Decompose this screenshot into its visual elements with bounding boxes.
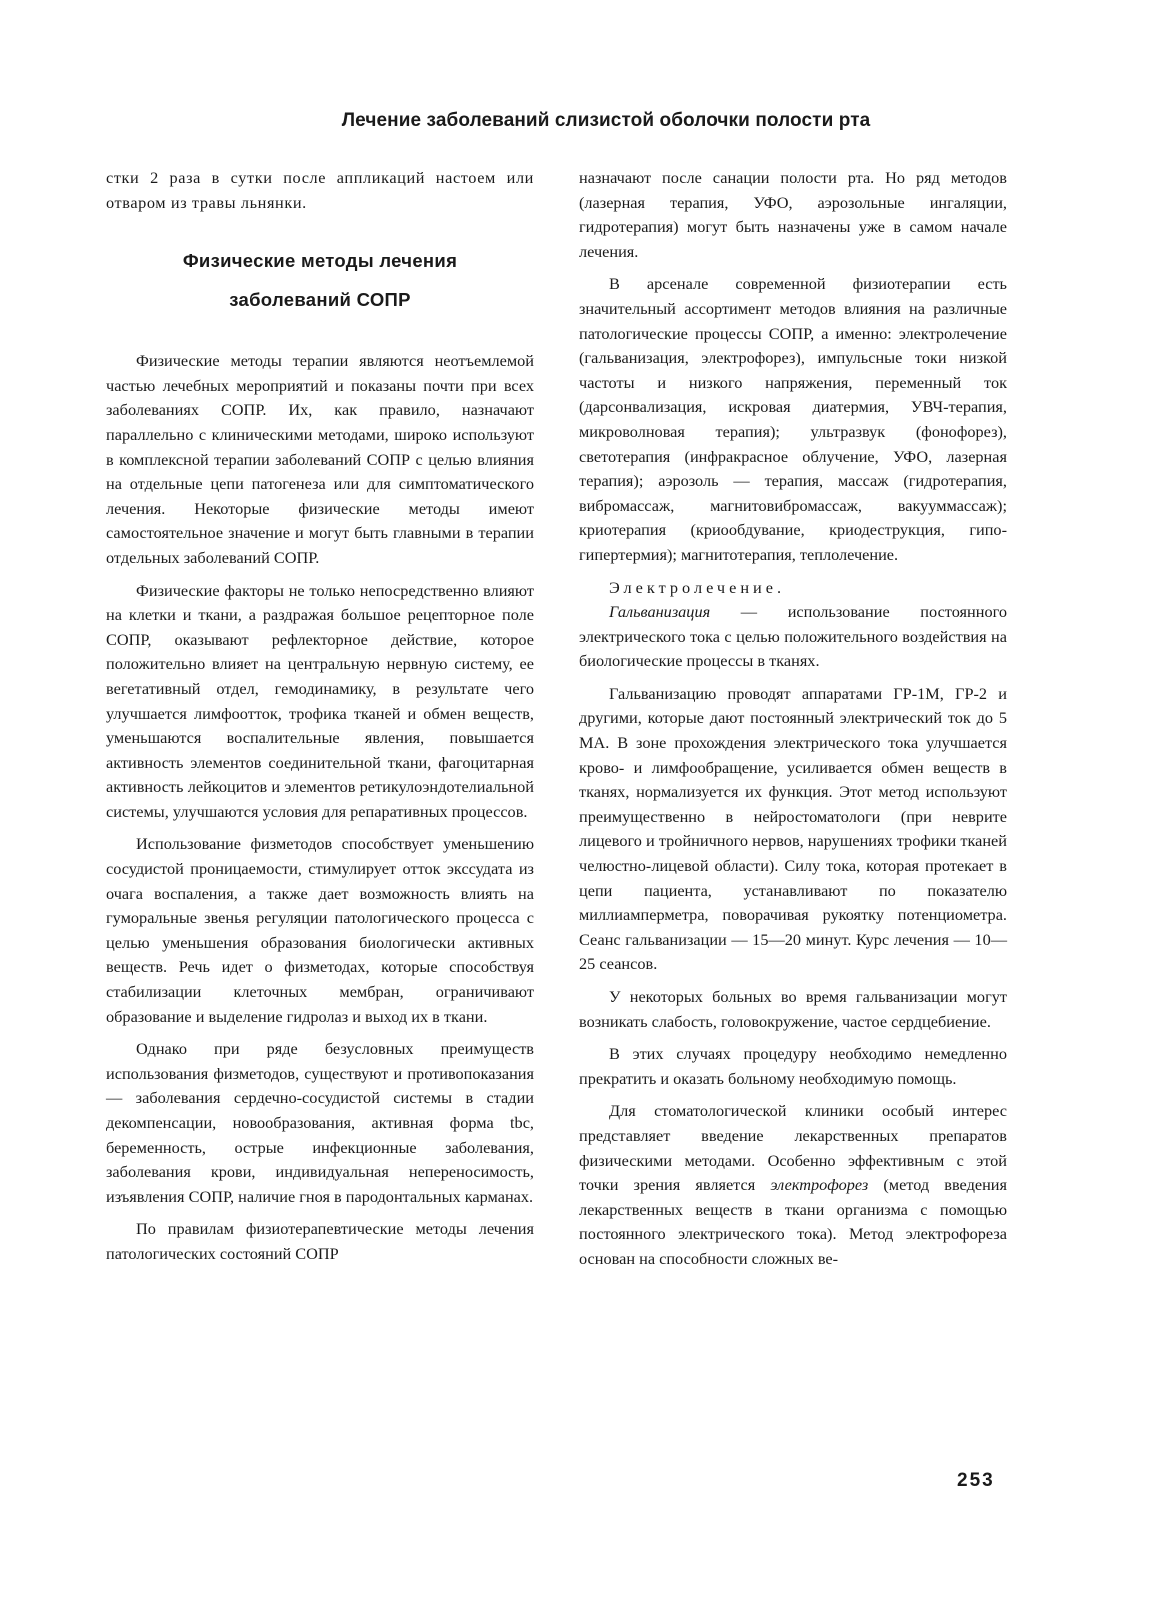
galvanization-definition: — использование постоянного электрического тока с целью положительного воздействия на биологические процессы в тканях.: [579, 602, 1007, 671]
left-paragraph-2: Физические факторы не только непосредственно влияют на клетки и ткани, а раздражая большое рецепторное поле СОПР, оказывают рефлекторное действие, которое положительно влияет на центральную нервную систему, ее вегетативный отдел, гемодинамику, в результате чего улучшается лимфоотток, трофика тканей и обмен веществ, уменьшаются воспалительные явления, повышается активность элементов соединительной ткани, фагоцитарная активность лейкоцитов и элементов ретикулоэндотелиальной системы, улучшаются условия для репаративных процессов.: [106, 580, 534, 821]
left-paragraph-4: Однако при ряде безусловных преимуществ использования физметодов, существуют и противопоказания — заболевания сердечно-сосудистой системы в стадии декомпенсации, новообразования, активная форма tbc, беременность, острые инфекционные заболевания, заболевания крови, индивидуальная непереносимость, изъявления СОПР, наличие гноя в пародонтальных карманах.: [106, 1039, 534, 1206]
left-paragraph-1: Физические методы терапии являются неотъемлемой частью лечебных мероприятий и показаны почти при всех заболеваниях СОПР. Их, как правило, назначают параллельно с клиническими методами, широко используют в комплексной терапии заболеваний СОПР с целью влияния на отдельные цепи патогенеза или для симптоматического лечения. Некоторые физические методы имеют самостоятельное значение и могут быть главными в терапии отдельных заболеваний СОПР.: [106, 351, 534, 567]
galvanization-paragraph: [579, 600, 1007, 674]
galvanization-term: Гальванизация: [609, 602, 711, 622]
section-title: [106, 241, 534, 319]
right-continued-paragraph: назначают после санации полости рта. Но ряд методов (лазерная терапия, УФО, аэрозольные ингаляции, гидротерапия) могут быть назначены уже в самом начале лечения.: [579, 168, 1007, 261]
right-paragraph-3: У некоторых больных во время гальванизации могут возникать слабость, головокружение, частое сердцебиение.: [579, 987, 1007, 1031]
electrophoresis-term: электрофорез: [770, 1175, 869, 1195]
left-paragraph-3: Использование физметодов способствует уменьшению сосудистой проницаемости, стимулирует отток экссудата из очага воспаления, а также дает возможность влиять на гуморальные звенья регуляции патологического процесса с целью уменьшения образования биологически активных веществ. Речь идет о физметодах, которые способствуя стабилизации клеточных мембран, ограничивают образование и выделение гидролаз и выход их в ткани.: [106, 834, 534, 1026]
left-paragraph-5: По правилам физиотерапевтические методы лечения патологических состояний СОПР: [106, 1219, 534, 1263]
subsection-heading: Электролечение.: [609, 577, 786, 597]
running-head: Лечение заболеваний слизистой оболочки полости рта: [341, 110, 871, 131]
right-paragraph-4: В этих случаях процедуру необходимо немедленно прекратить и оказать больному необходимую помощь.: [579, 1044, 1007, 1088]
electrophoresis-intro: Для стоматологической клиники особый интерес представляет введение лекарственных препаратов физическими методами. Особенно эффективным с этой точки зрения является: [579, 1101, 1007, 1195]
electrophoresis-rest: (метод введения лекарственных веществ в ткани организма с помощью постоянного электрического тока). Метод электрофореза основан на способности сложных ве-: [579, 1175, 1007, 1268]
right-paragraph-2: Гальванизацию проводят аппаратами ГР-1М, ГР-2 и другими, которые дают постоянный электрический ток до 5 МА. В зоне прохождения электрического тока улучшается крово- и лимфообращение, усиливается обмен веществ в тканях, нормализуется их функция. Этот метод используют преимущественно в нейростоматологи (при неврите лицевого и тройничного нервов, нарушениях трофики тканей челюстно-лицевой области). Силу тока, которая протекает в цепи пациента, устанавливают по показателю миллиамперметра, поворачивая рукоятку потенциометра. Сеанс гальванизации — 15—20 минут. Курс лечения — 10—25 сеансов.: [579, 683, 1007, 974]
section-title-line-1: Физические методы лечения: [182, 250, 458, 272]
page-number: 253: [957, 1470, 995, 1491]
right-paragraph-1: В арсенале современной физиотерапии есть значительный ассортимент методов влияния на различные патологические процессы СОПР, а именно: электролечение (гальванизация, электрофорез), импульсные токи низкой частоты и низкого напряжения, переменный ток (дарсонвализация, искровая диатермия, УВЧ-терапия, микроволновая терапия); ультразвук (фонофорез), светотерапия (инфракрасное облучение, УФО, лазерная терапия); аэрозоль — терапия, массаж (гидротерапия, вибромассаж, магнитовибромассаж, вакууммассаж); криотерапия (криообдувание, криодеструкция, гипо-гипертермия); магнитотерапия, теплолечение.: [579, 274, 1007, 564]
left-column: [106, 166, 534, 1267]
right-paragraph-5: [579, 1099, 1007, 1271]
right-column: [579, 166, 1007, 1272]
section-title-line-2: заболеваний СОПР: [229, 289, 411, 311]
left-continued-paragraph: стки 2 раза в сутки после аппликаций настоем или отваром из травы льнянки.: [106, 168, 534, 212]
